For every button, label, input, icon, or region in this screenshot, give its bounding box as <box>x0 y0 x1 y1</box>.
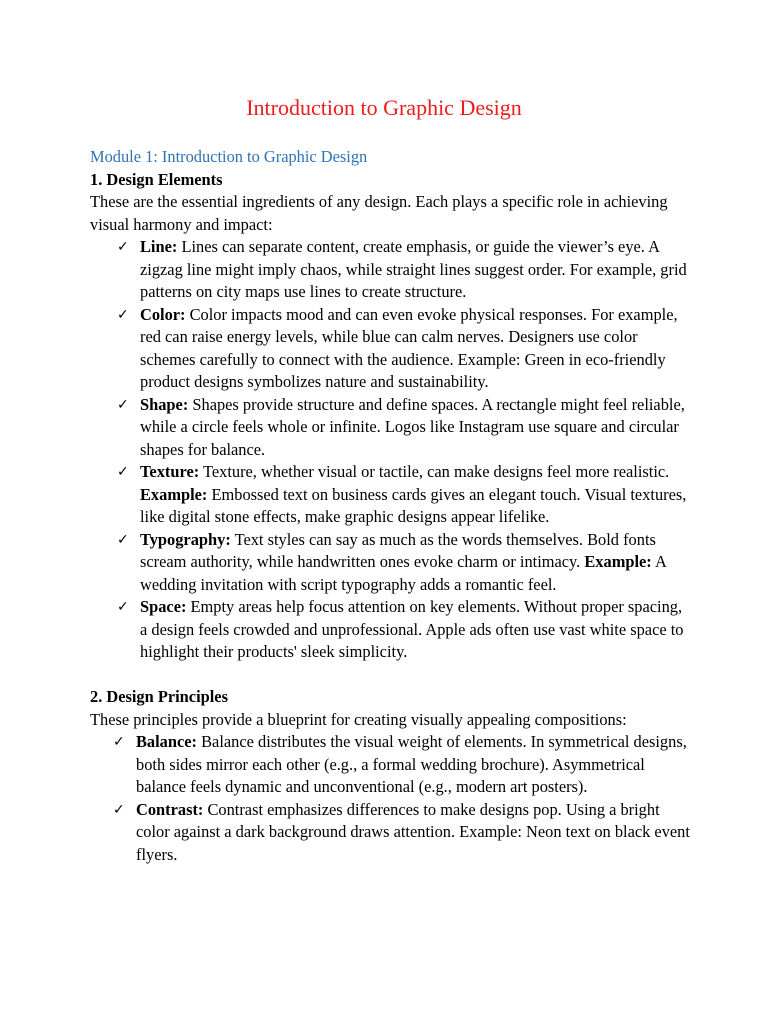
item-text: Color impacts mood and can even evoke physical responses. For example, red can raise energy levels, while blue can calm nerves. Designers use color schemes carefully to connect with the audience. Example: Green in eco-friendly product designs symbolizes nature and sustainability. <box>140 304 678 391</box>
list-item-balance <box>113 731 690 799</box>
item-term: Typography: <box>140 529 231 549</box>
item-text: Texture, whether visual or tactile, can make designs feel more realistic. <box>199 462 670 481</box>
item-term: Space: <box>140 597 187 616</box>
item-example-term: Example: <box>140 484 208 504</box>
list-item-texture <box>117 461 690 529</box>
item-example-text: A wedding invitation with script typography adds a romantic feel. <box>140 552 666 594</box>
checkmark-icon: ✓ <box>117 531 129 548</box>
checkmark-icon: ✓ <box>117 306 129 323</box>
section-intro-design-elements: These are the essential ingredients of any design. Each plays a specific role in achieving visual harmony and impact: <box>90 192 668 234</box>
checkmark-icon: ✓ <box>117 239 129 255</box>
document-title: Introduction to Graphic Design <box>246 95 522 120</box>
checkmark-icon: ✓ <box>113 734 125 750</box>
item-term: Shape: <box>140 394 189 414</box>
list-item-color <box>117 304 690 394</box>
item-text: Lines can separate content, create emphasis, or guide the viewer’s eye. A zigzag line might imply chaos, while straight lines suggest order. For example, grid patterns on city maps use lines to create structure. <box>140 237 687 301</box>
item-text: Contrast emphasizes differences to make designs pop. Using a bright color against a dark background draws attention. Example: Neon text on black event flyers. <box>136 799 690 864</box>
item-example-term: Example: <box>584 552 652 571</box>
item-text: Text styles can say as much as the words themselves. Bold fonts scream authority, while handwritten ones evoke charm or intimacy. <box>140 529 656 571</box>
item-text: Balance distributes the visual weight of elements. In symmetrical designs, both sides mirror each other (e.g., a formal wedding brochure). Asymmetrical balance feels dynamic and unconventional (e.g., modern art posters). <box>136 732 687 796</box>
section-spacer <box>90 664 690 687</box>
design-elements-list <box>90 236 690 664</box>
list-item-contrast <box>113 799 690 867</box>
checkmark-icon: ✓ <box>113 801 125 818</box>
section-heading-design-elements: 1. Design Elements <box>90 169 223 189</box>
list-item-space <box>117 596 690 664</box>
item-term: Contrast: <box>136 799 204 819</box>
list-item-typography <box>117 529 690 597</box>
item-term: Balance: <box>136 732 198 751</box>
checkmark-icon: ✓ <box>117 464 129 480</box>
module-heading: Module 1: Introduction to Graphic Design <box>90 147 368 166</box>
item-example-text: Embossed text on business cards gives an elegant touch. Visual textures, like digital stone effects, make graphic designs appear lifelike. <box>140 484 687 526</box>
checkmark-icon: ✓ <box>117 599 129 615</box>
item-term: Color: <box>140 304 186 324</box>
list-item-shape <box>117 394 690 462</box>
checkmark-icon: ✓ <box>117 396 129 413</box>
list-item-line <box>117 236 690 304</box>
document-body <box>90 146 690 866</box>
item-term: Texture: <box>140 462 200 481</box>
item-text: Shapes provide structure and define spaces. A rectangle might feel reliable, while a circle feels whole or infinite. Logos like Instagram use square and circular shapes for balance. <box>140 394 685 459</box>
section-heading-design-principles: 2. Design Principles <box>90 687 228 706</box>
item-text: Empty areas help focus attention on key elements. Without proper spacing, a design feels crowded and unprofessional. Apple ads often use vast white space to highlight their products' sleek simplicity. <box>140 597 684 661</box>
item-term: Line: <box>140 237 178 256</box>
design-principles-list <box>90 731 690 866</box>
section-intro-design-principles: These principles provide a blueprint for creating visually appealing compositions: <box>90 709 627 729</box>
